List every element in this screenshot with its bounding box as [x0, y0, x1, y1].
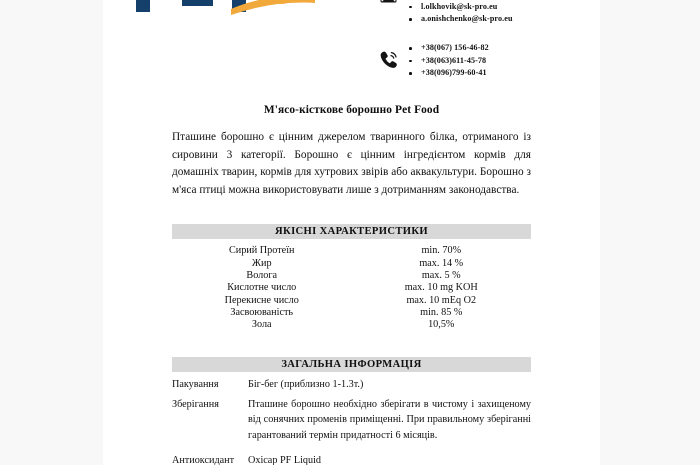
quality-value: max. 14 %	[419, 257, 464, 269]
table-row	[172, 397, 531, 453]
quality-table	[172, 245, 531, 331]
table-row	[172, 295, 531, 307]
general-value: Біг-бег (приблизно 1-1.3т.)	[248, 379, 364, 391]
quality-value: min. 70%	[421, 245, 462, 257]
contact-block	[375, 0, 600, 84]
quality-value: min. 85 %	[420, 306, 463, 318]
table-row	[172, 258, 531, 270]
quality-name: Сирий Протеїн	[229, 245, 295, 257]
intro-paragraph: Пташине борошно є цінним джерелом тваринного білка, отриманого із сировини 3 категорії. Борошно є цінним інгредієнтом кормів для домашніх тварин, кормів для хутрових звірів або аквакультури. Борошно з м'яса птиці можна використовувати лише з дотриманням законодавства.	[172, 131, 531, 196]
phone-list	[375, 42, 600, 80]
phone-group	[375, 42, 600, 84]
envelope-icon	[375, 0, 401, 8]
quality-value: max. 5 %	[421, 269, 461, 281]
quality-value: 10,5%	[428, 319, 455, 331]
quality-name: Жир	[251, 257, 272, 269]
quality-name: Зола	[251, 319, 272, 331]
table-row	[172, 453, 531, 465]
general-label: Антиоксидант	[172, 455, 235, 465]
document-header	[103, 0, 600, 100]
section-header-quality: ЯКІСНІ ХАРАКТЕРИСТИКИ	[172, 224, 531, 239]
email-item[interactable]: a.onishchenko@sk-pro.eu	[421, 13, 600, 26]
general-value: Oxicap PF Liquid	[248, 455, 322, 465]
email-group	[375, 0, 600, 30]
quality-name: Волога	[246, 269, 278, 281]
page-title: М'ясо-кісткове борошно Pet Food	[263, 104, 440, 116]
table-row	[172, 282, 531, 294]
quality-name: Засвоюваність	[230, 306, 294, 318]
quality-value: max. 10 mEq O2	[406, 294, 477, 306]
general-info-table	[172, 377, 531, 465]
phone-item[interactable]: +38(067) 156-46-82	[421, 42, 600, 55]
phone-item[interactable]: +38(096)799-60-41	[421, 67, 600, 80]
pet-food-logo	[130, 0, 315, 40]
email-list	[375, 0, 600, 26]
section-header-general: ЗАГАЛЬНА ІНФОРМАЦІЯ	[172, 357, 531, 372]
table-row	[172, 307, 531, 319]
table-row	[172, 245, 531, 257]
table-row	[172, 377, 531, 396]
phone-icon	[375, 50, 401, 74]
email-item[interactable]: l.olkhovik@sk-pro.eu	[421, 1, 600, 14]
quality-name: Перекисне число	[224, 294, 299, 306]
general-label: Пакування	[172, 379, 219, 391]
quality-value: max. 10 mg KOH	[404, 282, 478, 294]
general-label: Зберігання	[172, 398, 219, 410]
quality-name: Кислотне число	[227, 282, 297, 294]
table-row	[172, 270, 531, 282]
table-row	[172, 319, 531, 331]
general-value: Пташине борошно необхідно зберігати в чистому і захищеному від сонячних променів приміщенні. При правильному зберіганні гарантований термін придатності 6 місяців.	[248, 398, 531, 441]
document-page	[103, 0, 600, 465]
phone-item[interactable]: +38(063)611-45-78	[421, 55, 600, 68]
